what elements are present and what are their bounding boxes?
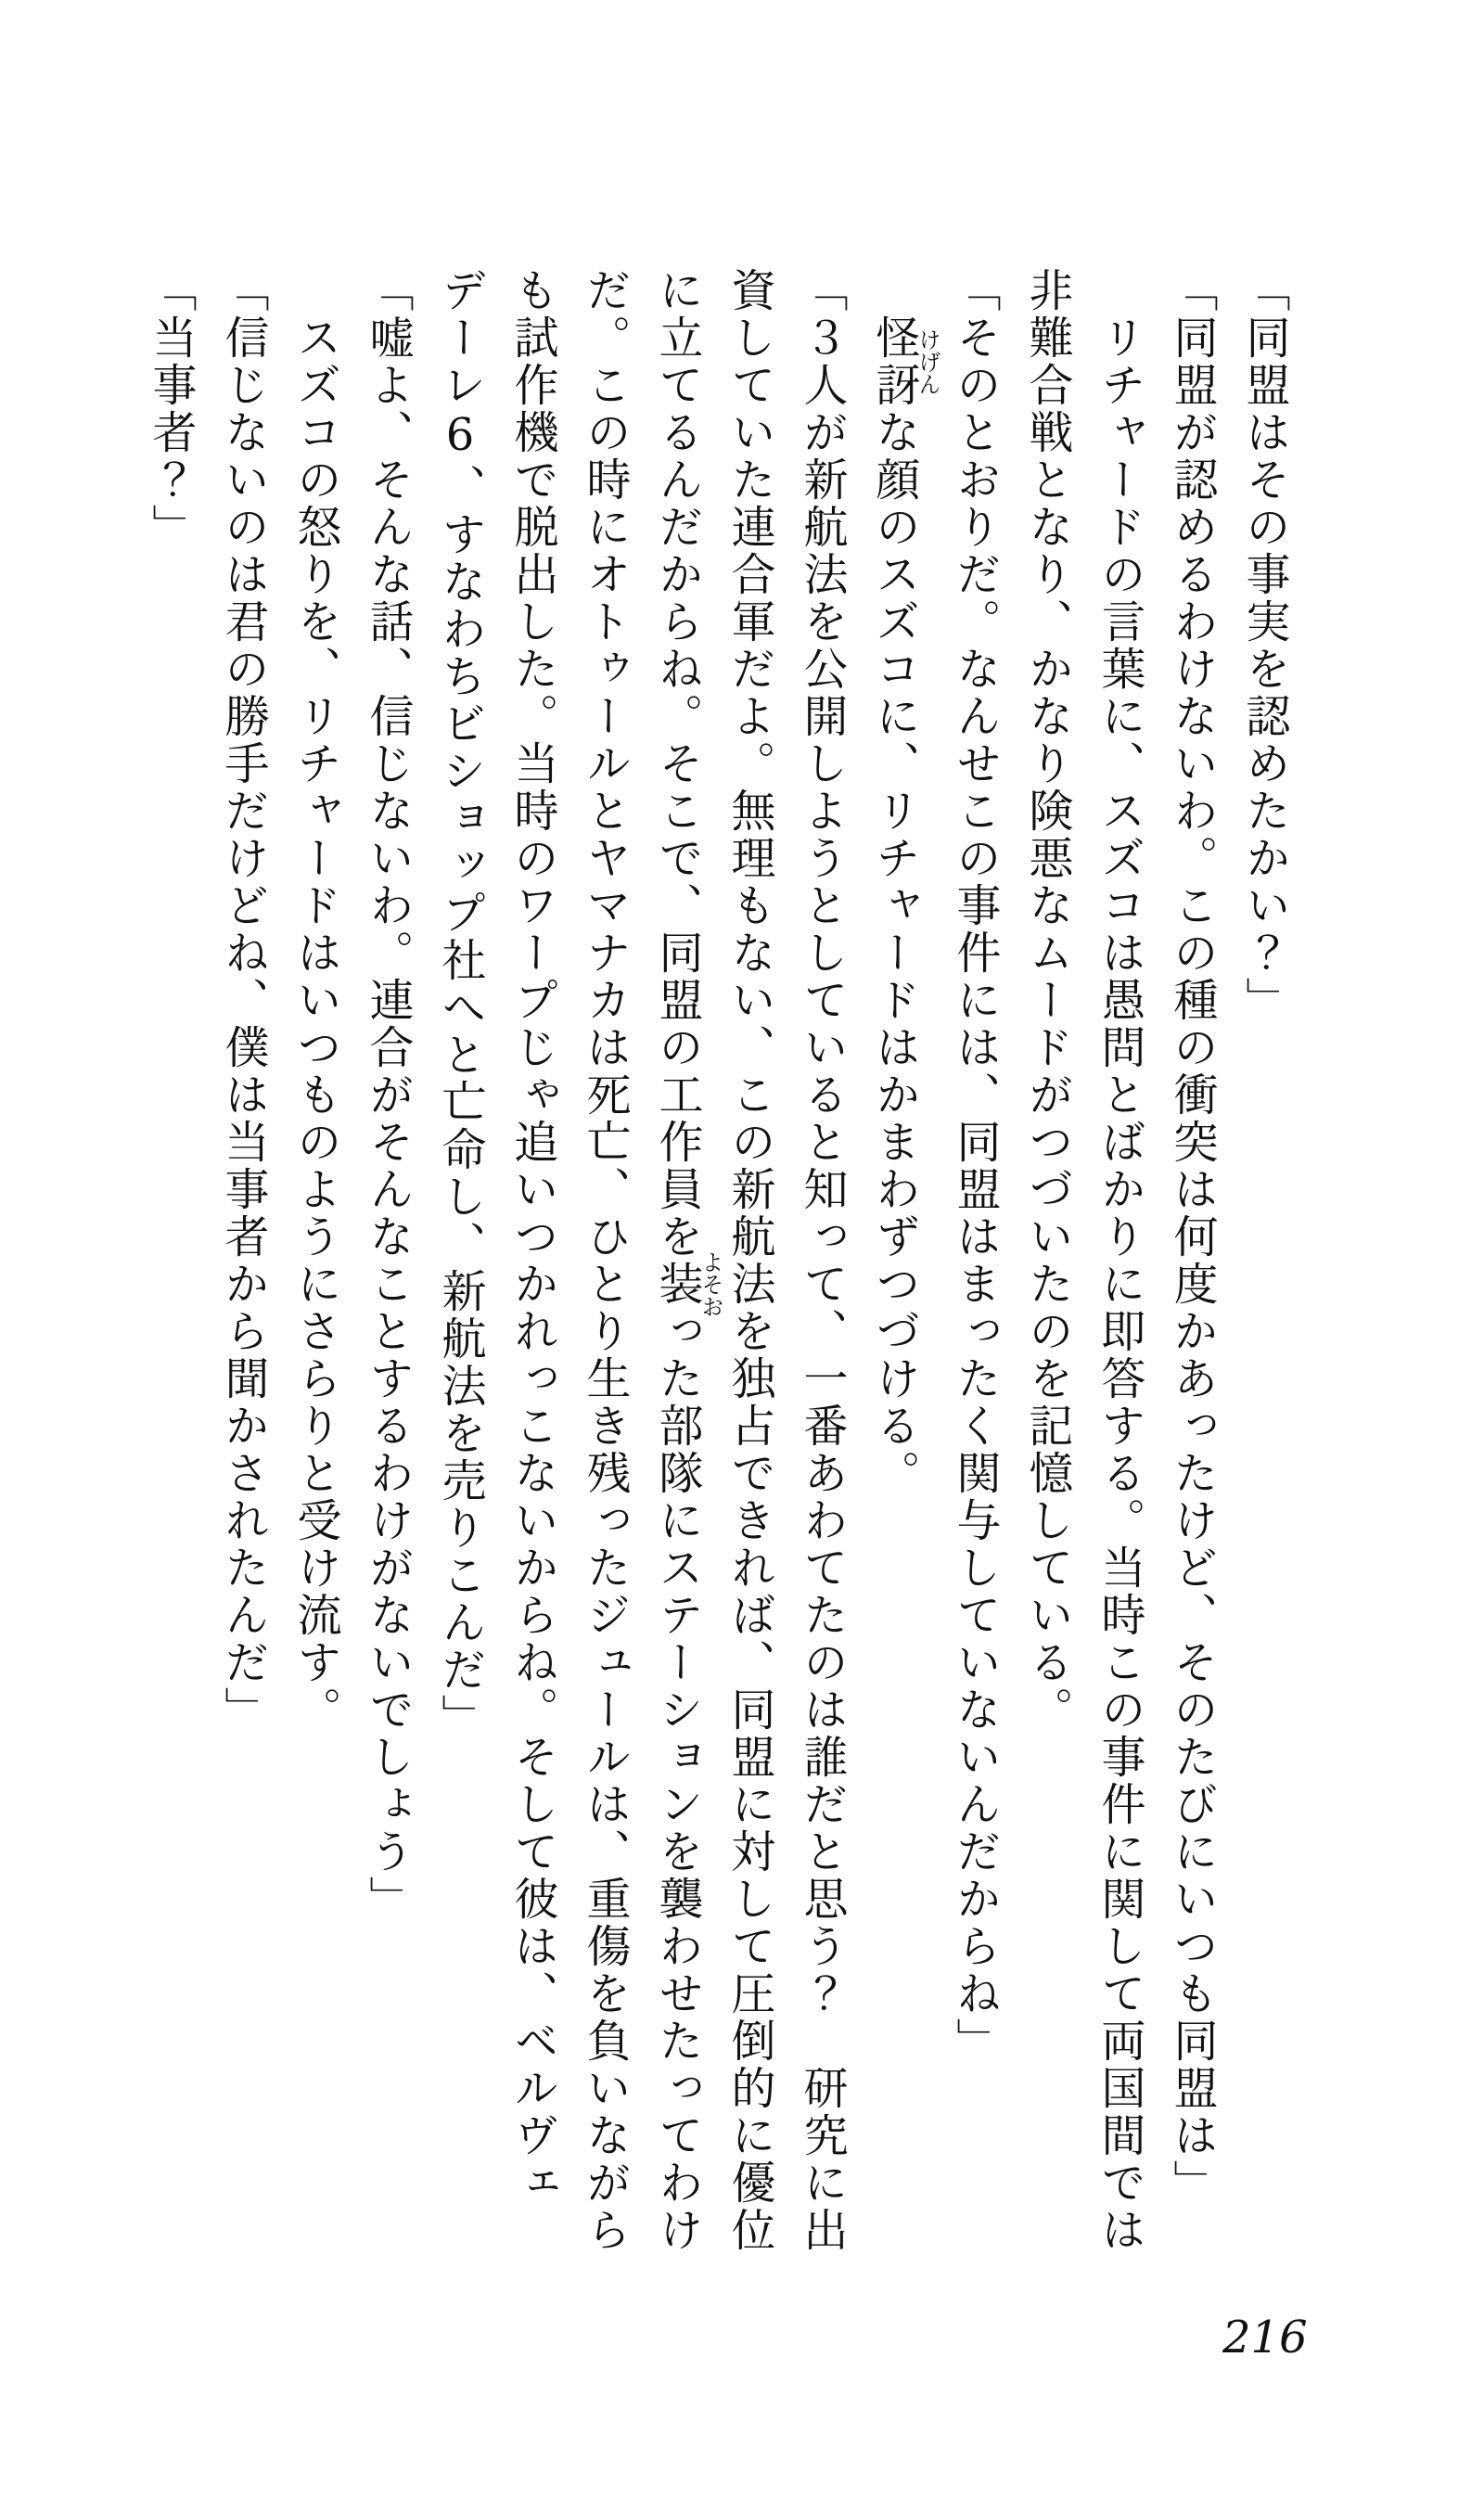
ruby-annotation: 装よそお [651, 1250, 723, 1318]
paragraph-narration: 怪訝けげんな顔のスズコに、リチャードはかまわずつづける。 [868, 314, 940, 1497]
ruby-annotation: 怪訝けげん [868, 314, 940, 409]
paragraph-dialogue: 「同盟が認めるわけないわ。この種の衝突は何度かあったけど、そのたびにいつも同盟は」 [1166, 267, 1218, 2207]
paragraph-dialogue: 「同盟はその事実を認めたかい？」 [1238, 267, 1290, 1024]
paragraph-dialogue: 「嘘よ、そんな話、信じないわ。連合がそんなことするわけがないでしょう」 [362, 267, 414, 1923]
paragraph-narration: スズコの怒りを、リチャードはいつものようにさらりと受け流す。 [289, 314, 341, 1734]
paragraph-narration: リチャードの言葉に、スズコは愚問とばかりに即答する。当時この事件に関して両国間では非難合戦となり、かなり険悪なムードがつづいたのを記憶している。 [1021, 267, 1145, 2254]
page-number: 216 [1222, 2312, 1308, 2363]
paragraph-dialogue: 「信じないのは君の勝手だけどね、僕は当事者から聞かされたんだ」 [217, 267, 269, 1734]
paragraph-dialogue: 「当事者？」 [145, 267, 197, 551]
paragraph-dialogue: 「３人が新航法を公開しようとしていると知って、一番あわてたのは誰だと思う？ 研究に出資していた連合軍だよ。無理もない、この新航法を独占できれば、同盟に対して圧倒的に優位に立てるんだからね。そこで、同盟の工作員を装よそおった部隊にステーションを襲わせたってわけだ。この時にオトゥールとヤマナカは死亡、ひとり生き残ったジュールは、重傷を負いながらも試作機で脱出した。当時のワープじゃ追いつかれっこないからね。そして彼は、ベルヴェデーレ6、すなわちビショップ社へと亡命し、新航法を売りこんだ」 [434, 267, 848, 2254]
paragraph-dialogue: 「そのとおりだ。なんせこの事件には、同盟はまったく関与していないんだからね」 [949, 267, 1001, 2065]
novel-text-block [134, 267, 1300, 2257]
